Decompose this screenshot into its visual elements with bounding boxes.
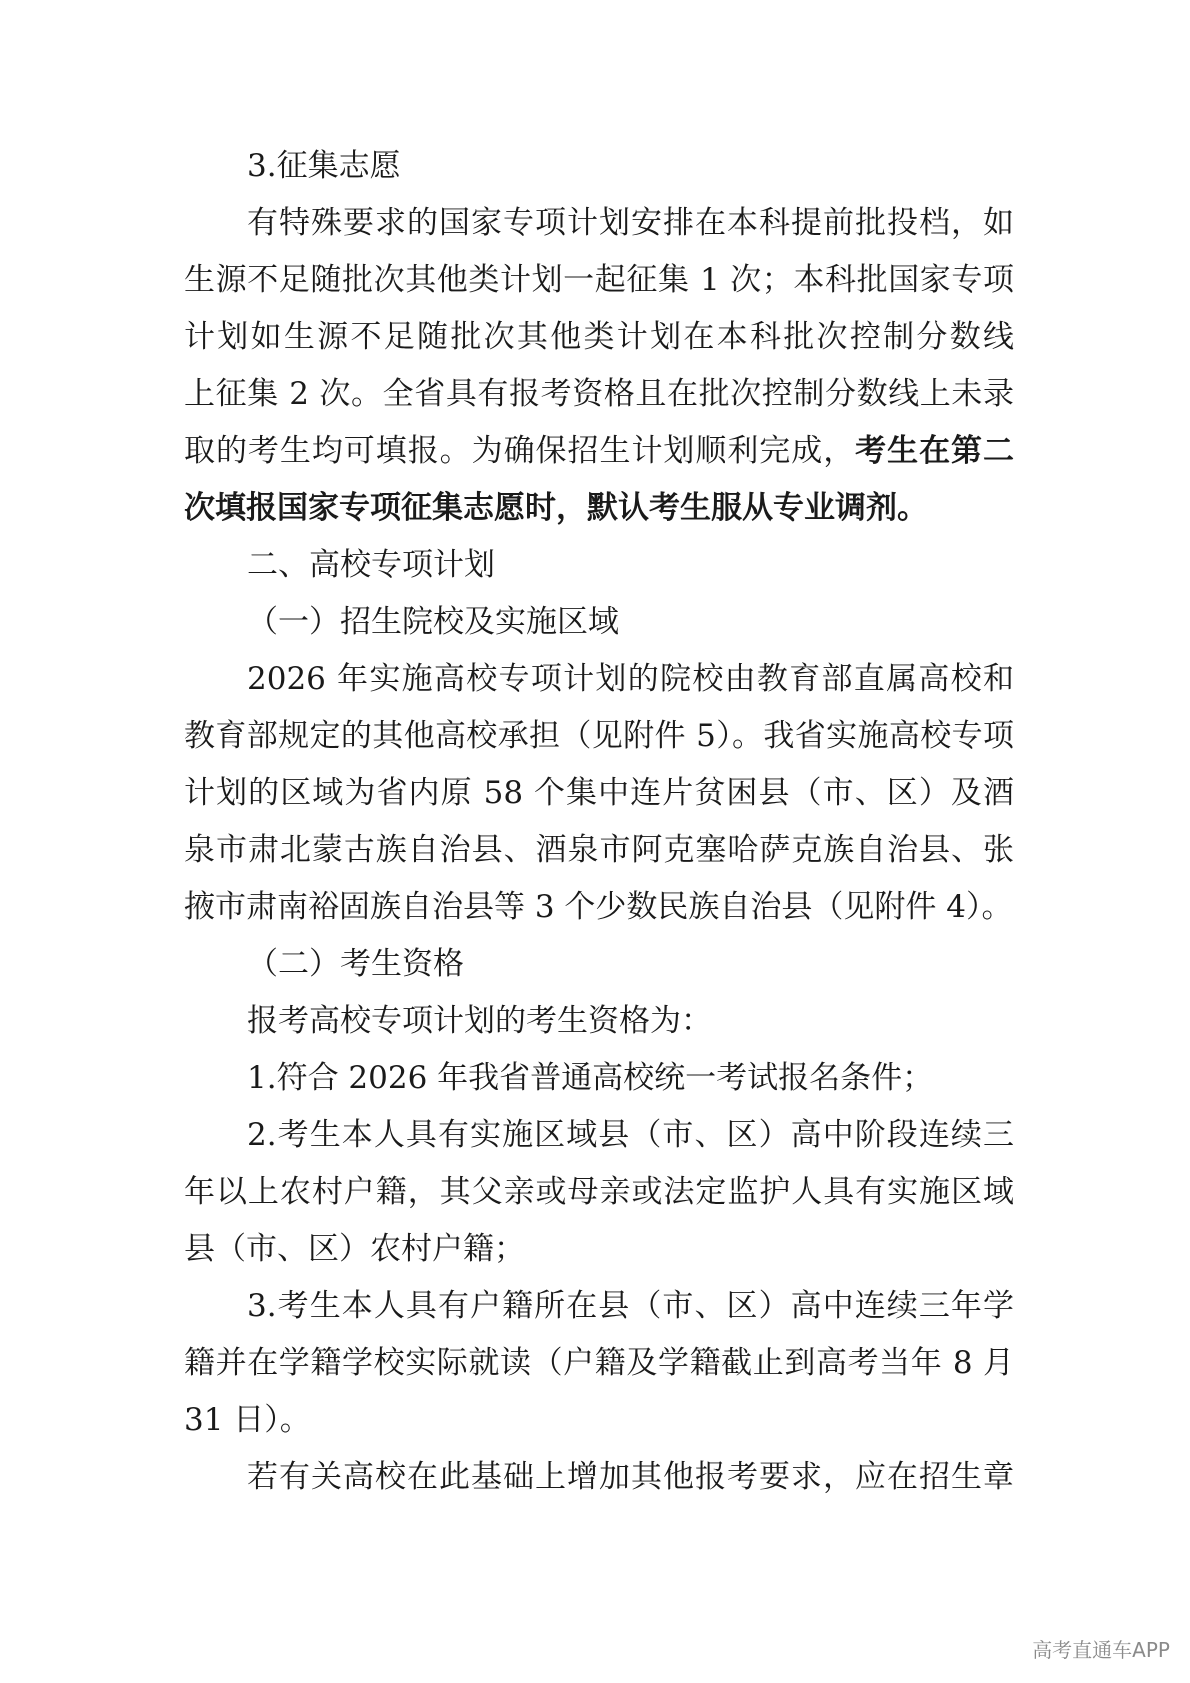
paragraph-line: 泉市肃北蒙古族自治县、酒泉市阿克塞哈萨克族自治县、张 (184, 832, 1014, 868)
paragraph-line: 31 日）。 (184, 1402, 311, 1438)
paragraph-line: 县（市、区）农村户籍； (184, 1231, 525, 1267)
list-item: 1.符合 2026 年我省普通高校统一考试报名条件； (247, 1060, 934, 1096)
subsection-heading: （二）考生资格 (247, 946, 464, 982)
bold-text: 考生在第二 (855, 433, 1015, 469)
paragraph-line: 年以上农村户籍，其父亲或母亲或法定监护人具有实施区域 (184, 1174, 1014, 1210)
paragraph-line (184, 433, 1014, 469)
paragraph-line: 有特殊要求的国家专项计划安排在本科提前批投档，如 (247, 205, 1014, 241)
paragraph-line: 教育部规定的其他高校承担（见附件 5）。我省实施高校专项 (184, 718, 1014, 754)
paragraph-line: 报考高校专项计划的考生资格为： (247, 1003, 712, 1039)
paragraph-line: 掖市肃南裕固族自治县等 3 个少数民族自治县（见附件 4）。 (184, 889, 1013, 925)
paragraph-line: 计划的区域为省内原 58 个集中连片贫困县（市、区）及酒 (184, 775, 1014, 811)
watermark: 高考直通车APP (1032, 1638, 1170, 1662)
paragraph-line: 2026 年实施高校专项计划的院校由教育部直属高校和 (247, 661, 1014, 697)
subsection-heading: （一）招生院校及实施区域 (247, 604, 619, 640)
list-item: 3.考生本人具有户籍所在县（市、区）高中连续三年学 (247, 1288, 1014, 1324)
paragraph-line: 籍并在学籍学校实际就读（户籍及学籍截止到高考当年 8 月 (184, 1345, 1014, 1381)
paragraph-line-bold: 次填报国家专项征集志愿时，默认考生服从专业调剂。 (184, 490, 928, 526)
subheading-zhengji: 3.征集志愿 (247, 148, 401, 184)
paragraph-line: 上征集 2 次。全省具有报考资格且在批次控制分数线上未录 (184, 376, 1014, 412)
section-heading: 二、高校专项计划 (247, 547, 495, 583)
list-item: 2.考生本人具有实施区域县（市、区）高中阶段连续三 (247, 1117, 1014, 1153)
paragraph-text: 取的考生均可填报。为确保招生计划顺利完成， (184, 433, 856, 469)
paragraph-line: 若有关高校在此基础上增加其他报考要求，应在招生章 (247, 1459, 1014, 1495)
paragraph-line: 计划如生源不足随批次其他类计划在本科批次控制分数线 (184, 319, 1014, 355)
paragraph-line: 生源不足随批次其他类计划一起征集 1 次；本科批国家专项 (184, 262, 1014, 298)
